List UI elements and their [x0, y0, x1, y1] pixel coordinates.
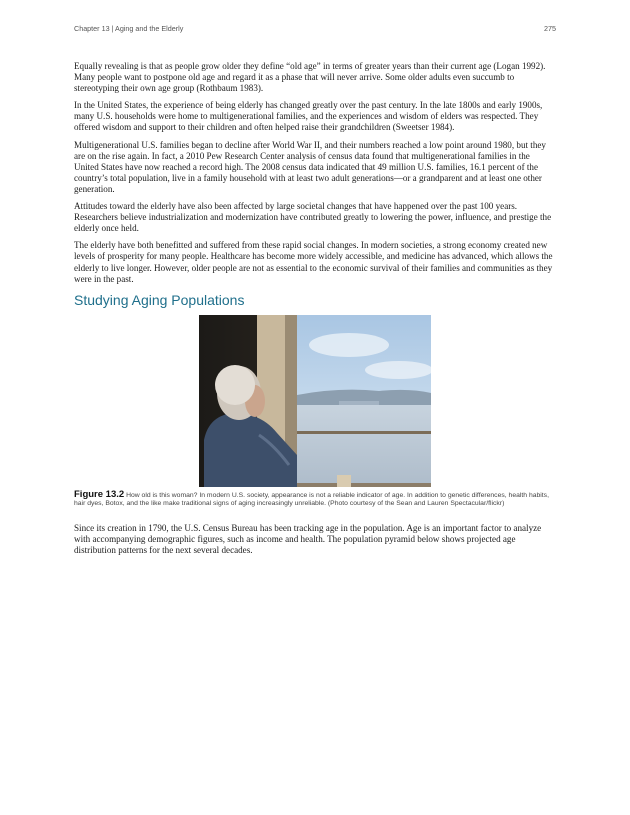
paragraph: Attitudes toward the elderly have also been affected by large societal changes that have happened over the past 100 years. Researchers believe industrialization and modernization have contributed greatly to lowering the power, influence, and prestige the elderly once held. — [74, 201, 552, 234]
elderly-woman-window-photo — [199, 315, 431, 487]
paragraph: Since its creation in 1790, the U.S. Census Bureau has been tracking age in the population. Age is an important factor to analyze with accompanying demographic figures, such as income and health. The population pyramid below shows projected age distribution patterns for the next several decades. — [74, 522, 542, 556]
figure-caption — [74, 488, 556, 509]
paragraph: Equally revealing is that as people grow older they define “old age” in terms of greater years than their current age (Logan 1992). Many people want to postpone old age and regard it as a phase that will never arrive. Some older adults even succumb to stereotyping their own age group (Rothbaum 1983). — [74, 61, 546, 94]
paragraph: In the United States, the experience of being elderly has changed greatly over the past century. In the late 1800s and early 1900s, many U.S. households were home to multigenerational families, and the experiences and wisdom of elders was respected. They offered wisdom and support to their children and often helped raise their grandchildren (Sweetser 1984). — [74, 100, 543, 133]
running-header — [74, 24, 556, 33]
chapter-title: Chapter 13 | Aging and the Elderly — [74, 24, 184, 33]
figure-photo — [199, 315, 431, 487]
figure-label: Figure 13.2 — [74, 488, 125, 500]
paragraph: The elderly have both benefitted and suffered from these rapid social changes. In modern societies, a strong economy created new levels of prosperity for many people. Healthcare has become more widely accessible, and medicine has advanced, which allows the elderly to live longer. However, older people are not as essential to the economic survival of their families and communities as they were in the past. — [74, 240, 553, 284]
figure-caption-text: How old is this woman? In modern U.S. society, appearance is not a reliable indicator of age. In addition to genetic differences, health habits, hair dyes, Botox, and the like make traditional signs of aging increasingly unreliable. (Photo courtesy of the Sean and Lauren Spectacular/flickr) — [74, 491, 549, 508]
section-heading: Studying Aging Populations — [74, 291, 245, 308]
page-number: 275 — [544, 24, 556, 33]
body-text — [74, 61, 556, 562]
paragraph: Multigenerational U.S. families began to decline after World War II, and their numbers reached a low point around 1980, but they are on the rise again. In fact, a 2010 Pew Research Center analysis of census data found that multigenerational families in the United States have now reached a record high. The 2008 census data indicated that 49 million U.S. families, 16.1 percent of the country’s total population, live in a family household with at least two adult generations—or a grandparent and at least one other generation. — [74, 139, 546, 194]
